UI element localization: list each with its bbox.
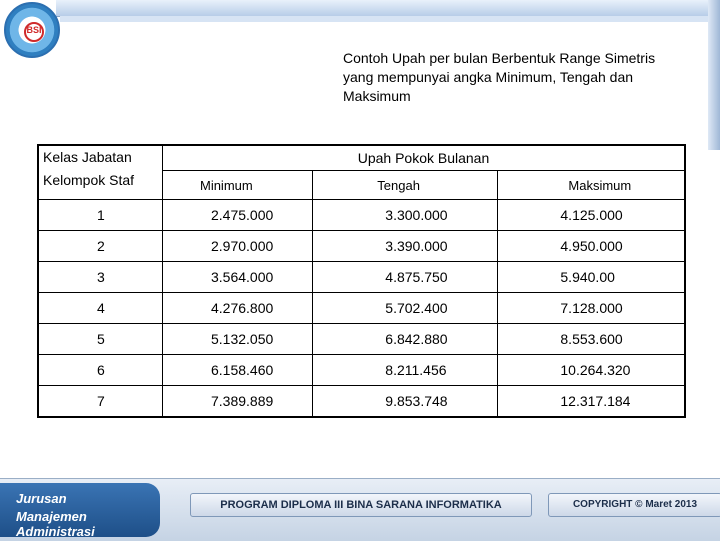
cell-kelas: 7 <box>38 386 162 418</box>
cell-tengah: 3.300.000 <box>313 200 498 231</box>
department-line-1: Jurusan <box>16 491 67 506</box>
table-row <box>38 293 685 324</box>
cell-minimum: 3.564.000 <box>162 262 312 293</box>
program-banner: PROGRAM DIPLOMA III BINA SARANA INFORMATIKA <box>190 493 532 517</box>
department-line-2: Manajemen Administrasi <box>16 509 95 539</box>
cell-tengah: 9.853.748 <box>313 386 498 418</box>
table-row <box>38 324 685 355</box>
cell-maksimum: 4.125.000 <box>498 200 685 231</box>
top-bar <box>56 0 720 17</box>
cell-tengah: 5.702.400 <box>313 293 498 324</box>
cell-kelas: 3 <box>38 262 162 293</box>
cell-kelas: 5 <box>38 324 162 355</box>
table-row <box>38 262 685 293</box>
logo-text: BSI <box>26 25 42 35</box>
column-header-tengah: Tengah <box>313 171 498 200</box>
heading-line-1: Contoh Upah per bulan Berbentuk Range Simetris <box>343 50 656 66</box>
class-header <box>38 145 162 200</box>
copyright-banner: COPYRIGHT © Maret 2013 <box>548 493 720 517</box>
wage-table <box>37 144 686 418</box>
cell-maksimum: 12.317.184 <box>498 386 685 418</box>
cell-minimum: 4.276.800 <box>162 293 312 324</box>
cell-tengah: 6.842.880 <box>313 324 498 355</box>
heading-line-3: Maksimum <box>343 88 411 104</box>
table-row <box>38 200 685 231</box>
table-row <box>38 386 685 418</box>
cell-tengah: 8.211.456 <box>313 355 498 386</box>
slide-heading <box>343 49 713 106</box>
heading-line-2: yang mempunyai angka Minimum, Tengah dan <box>343 69 634 85</box>
cell-kelas: 6 <box>38 355 162 386</box>
slide-footer <box>0 478 720 541</box>
bsi-logo <box>4 2 60 58</box>
department-badge <box>0 483 160 537</box>
cell-kelas: 2 <box>38 231 162 262</box>
cell-minimum: 5.132.050 <box>162 324 312 355</box>
header-row-1 <box>38 145 685 171</box>
table-row <box>38 231 685 262</box>
class-header-line-1: Kelas Jabatan <box>43 149 132 165</box>
top-decoration <box>0 0 720 46</box>
table-row <box>38 355 685 386</box>
cell-minimum: 2.970.000 <box>162 231 312 262</box>
cell-minimum: 7.389.889 <box>162 386 312 418</box>
top-bar-shadow <box>60 16 720 22</box>
cell-maksimum: 10.264.320 <box>498 355 685 386</box>
cell-kelas: 4 <box>38 293 162 324</box>
group-header: Upah Pokok Bulanan <box>162 145 685 171</box>
cell-maksimum: 7.128.000 <box>498 293 685 324</box>
class-header-line-2: Kelompok Staf <box>43 172 135 188</box>
cell-maksimum: 4.950.000 <box>498 231 685 262</box>
cell-maksimum: 8.553.600 <box>498 324 685 355</box>
cell-tengah: 3.390.000 <box>313 231 498 262</box>
cell-minimum: 2.475.000 <box>162 200 312 231</box>
cell-maksimum: 5.940.00 <box>498 262 685 293</box>
cell-kelas: 1 <box>38 200 162 231</box>
cell-minimum: 6.158.460 <box>162 355 312 386</box>
column-header-minimum: Minimum <box>162 171 312 200</box>
cell-tengah: 4.875.750 <box>313 262 498 293</box>
column-header-maksimum: Maksimum <box>498 171 685 200</box>
